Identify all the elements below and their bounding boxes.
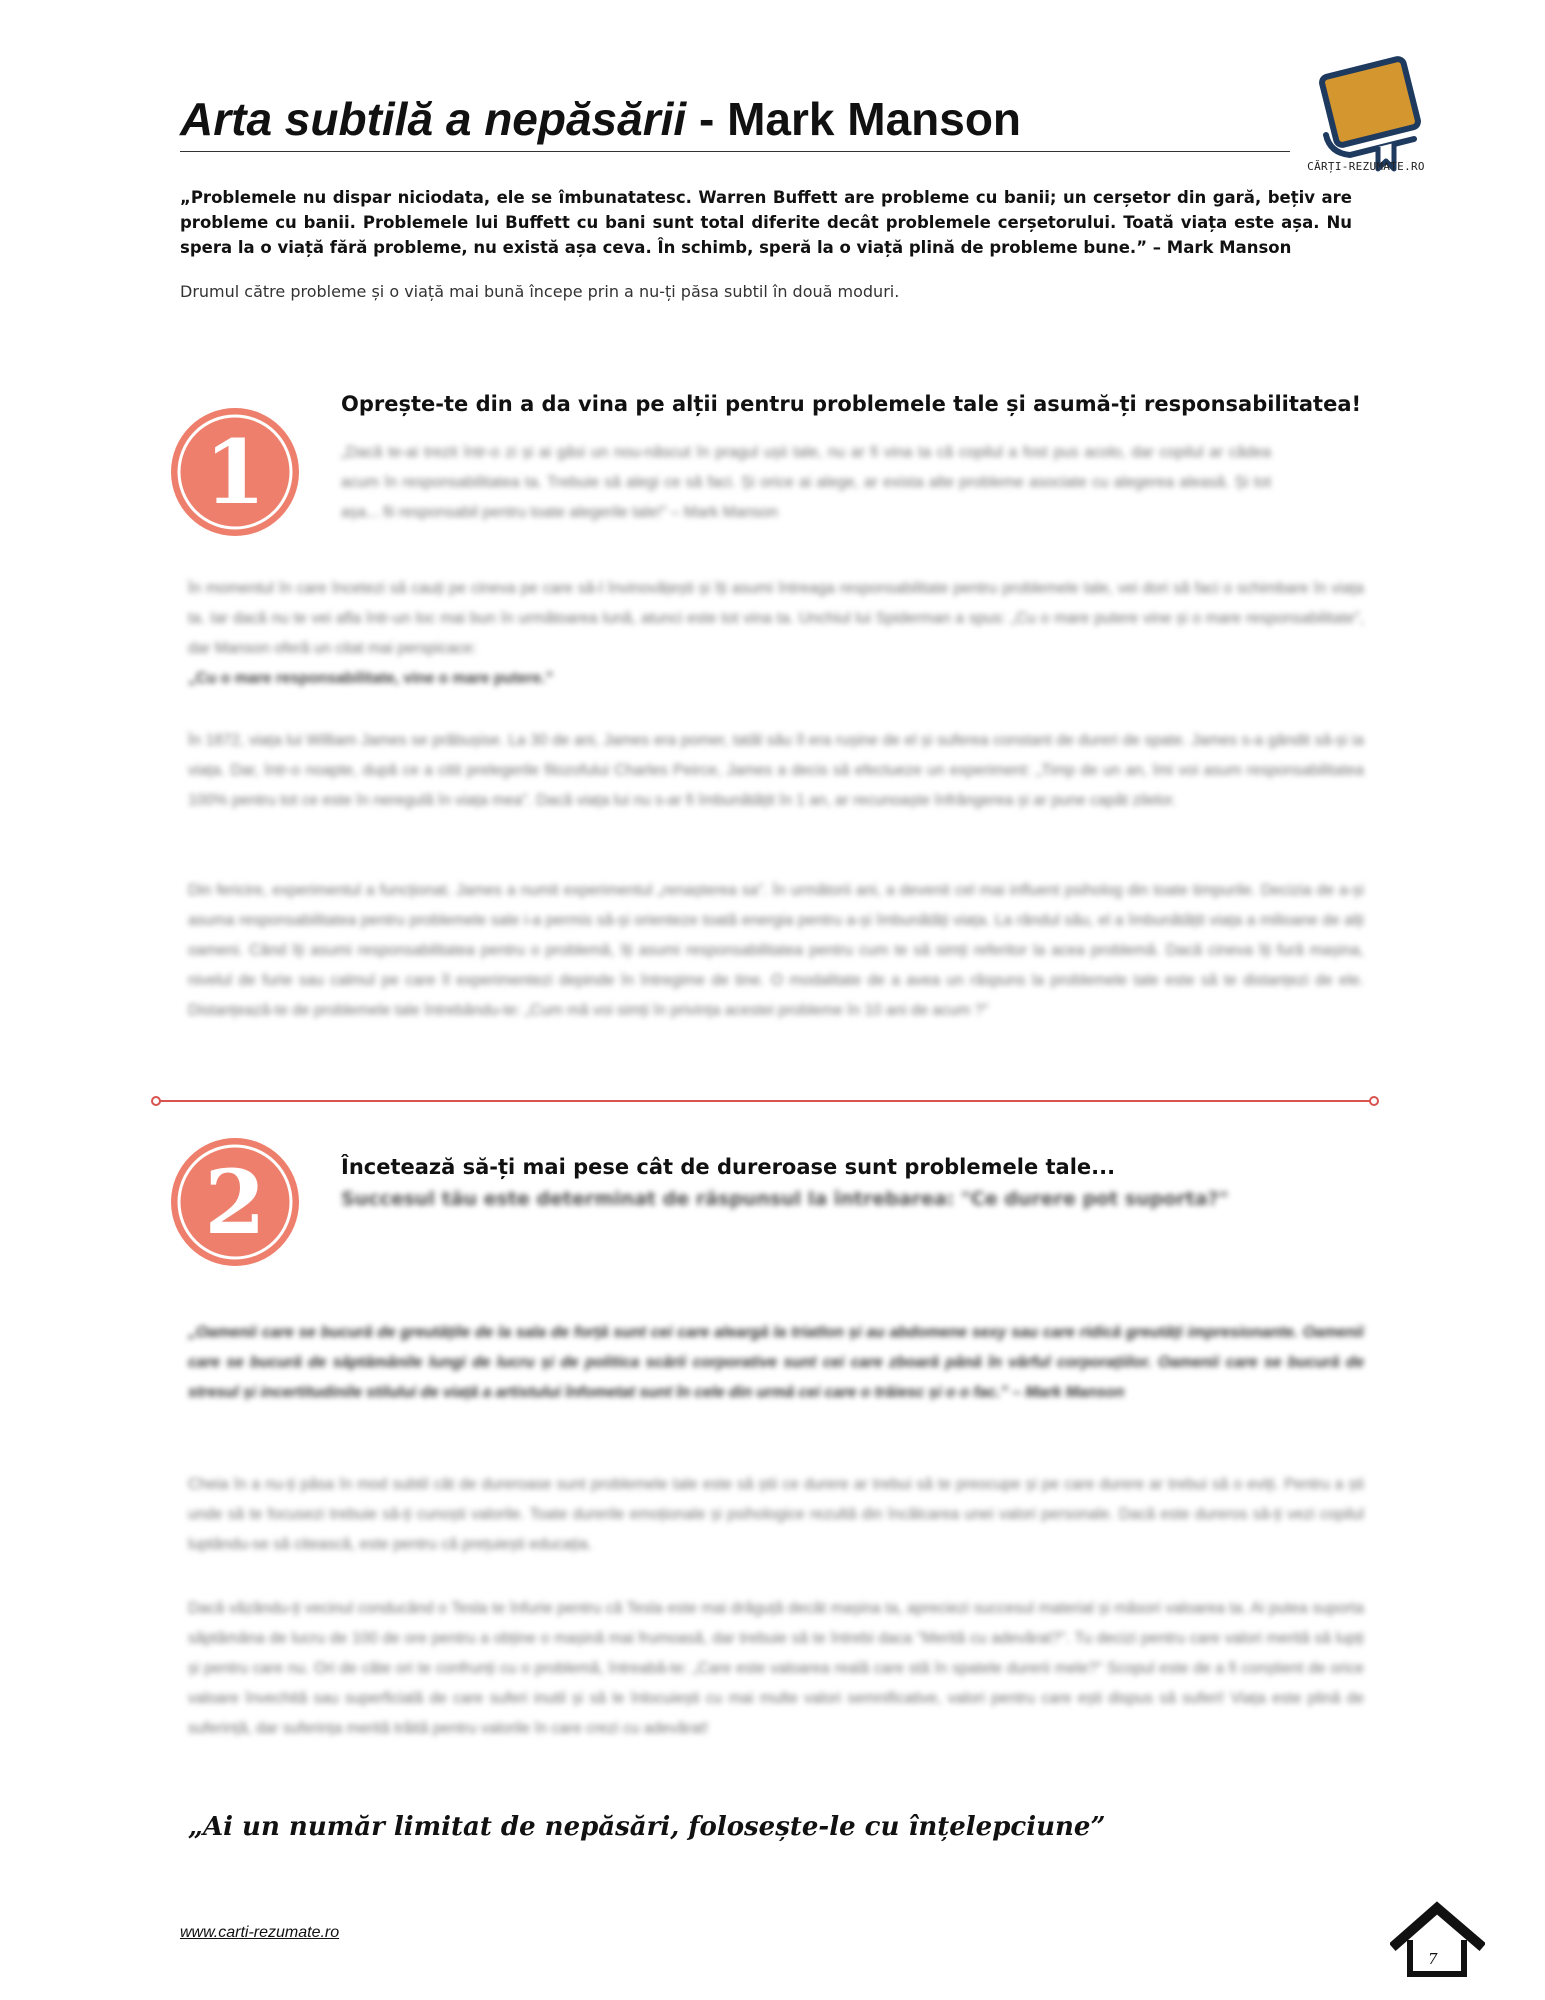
title-author: Mark Manson	[727, 93, 1022, 145]
number-two-badge	[168, 1135, 302, 1269]
section-2-paragraph-2: Dacă văzându-ți vecinul conducând o Tesla te înfurie pentru că Tesla este mai drăguță decât mașina ta, apreciezi succesul material și măsori valoarea ta. Ai putea suporta săptămâna de lucru de 100 de ore pentru a obține o mașină mai frumoasă, dar trebuie să te întrebi daca "Merită cu adevărat?". Tu decizi pentru care valori merită să lupți și pentru care nu. Ori de câte ori te confrunți cu o problemă, întreabă-te: „Care este valoarea reală care stă în spatele durerii mele?” Scopul este de a fi conștient de orice valoare învechită sau superficială de care suferi inutil și să le înlocuiești cu mai multe valori semnificative, valori pentru care ești dispus să suferi! Viața este plină de suferință, dar suferința merită trăită pentru valorile în care crezi cu adevărat!	[188, 1600, 1364, 1737]
title-row	[180, 92, 1290, 152]
section-2-paragraph-1: Cheia în a nu-ți păsa în mod subtil cât de dureroase sunt problemele tale este să știi ce durere ar trebui să te preocupe și pe care durere ar trebui să o eviți. Pentru a ști unde să te focusezi trebuie să-ți cunoști valorile. Toate durerile emoționale și psihologice rezultă din încălcarea unei valori personale. Dacă este dureros să-ți vezi copilul luptându-se să citească, este pentru că prețuiești educația.	[188, 1476, 1364, 1553]
logo-text: CĂRȚI-REZUMATE.RO	[1307, 160, 1425, 173]
page-number: 7	[1428, 1950, 1438, 1968]
title-book-name: Arta subtilă a nepăsării	[180, 93, 687, 145]
section-1-paragraph-3: Din fericire, experimentul a funcționat. James a numit experimentul „renașterea sa”. În următorii ani, a devenit cel mai influent psiholog din toate timpurile. Decizia de a-și asuma responsabilitatea pentru problemele sale i-a permis să-și orienteze toată energia pentru a-și îmbunătăți viața. La rândul său, el a îmbunătățit viața a milioane de alți oameni. Când îți asumi responsabilitatea pentru o problemă, îți asumi responsabilitatea pentru cum te să simți referitor la acea problemă. Dacă cineva îți fură mașina, nivelul de furie sau calmul pe care îl experimentezi depinde în întregime de tine. O modalitate de a avea un răspuns la problemele tale este să te distanțezi de ele. Distanțează-te de problemele tale întrebându-te: „Cum mă voi simți în privința acestei probleme în 10 ani de acum ?”	[188, 882, 1364, 1019]
section-1-paragraph-2: În 1872, viața lui William James se prăbușise. La 30 de ani, James era pomer, tatăl său îl era rușine de el și suferea constant de dureri de spate. James s-a gândit să-și ia viața. Dar, într-o noapte, după ce a citit prelegerile filozofului Charles Peirce, James a decis să efectueze un experiment: „Timp de un an, îmi voi asum responsabilitatea 100% pentru tot ce este în neregulă în viața mea”. Dacă viața lui nu s-ar fi îmbunătățit în 1 an, ar recunoaște înfrângerea și ar pune capăt zilelor.	[188, 732, 1364, 809]
section-2-subheading: Succesul tău este determinat de răspunsul la întrebarea: "Ce durere pot suporta?"	[341, 1188, 1229, 1210]
title-separator: -	[686, 93, 728, 145]
closing-quote: „Ai un număr limitat de nepăsări, folosește-le cu înțelepciune”	[188, 1812, 1106, 1842]
section-1-bold-quote: „Cu o mare responsabilitate, vine o mare putere.”	[188, 670, 554, 687]
intro-line: Drumul către probleme și o viață mai bună începe prin a nu-ți păsa subtil în două moduri.	[180, 282, 900, 301]
intro-quote: „Problemele nu dispar niciodata, ele se îmbunatatesc. Warren Buffett are probleme cu banii; un cerșetor din gară, bețiv are probleme cu banii. Problemele lui Buffett cu bani sunt total diferite decât problemele cerșetorului. Toată viața este așa. Nu spera la o viață fără probleme, nu există așa ceva. În schimb, speră la o viață plină de probleme bune.” – Mark Manson	[180, 188, 1352, 257]
section-1-quote: „Dacă te-ai trezit într-o zi și ai găsi un nou-născut în pragul ușii tale, nu ar fi vina ta că copilul a fost pus acolo, dar copilul ar cădea acum în responsabilitatea ta. Trebuie să alegi ce să faci. Și orice ai alege, ar exista alte probleme asociate cu alegerea aleasă. Și tot așa... fii responsabil pentru toate alegerile tale!” – Mark Manson	[341, 444, 1271, 521]
badge-number-two: 2	[204, 1150, 266, 1254]
section-1-paragraph-1	[188, 574, 1364, 694]
section-divider	[150, 1095, 1380, 1107]
website-link[interactable]: www.carti-rezumate.ro	[180, 1924, 340, 1941]
section-2-quote: „Oamenii care se bucură de greutățile de la sala de forță sunt cei care aleargă la triatlon și au abdomene sexy sau care ridică greutăți impresionante. Oamenii care se bucură de săptămânile lungi de lucru și de politica scării corporative sunt cei care zboară până în vârful corporațiilor. Oamenii care se bucură de stresul și incertitudinile stilului de viață a artistului înfometat sunt în cele din urmă cei care o trăiesc și o o fac.” – Mark Manson	[188, 1324, 1364, 1401]
section-2-heading: Încetează să-ți mai pese cât de dureroase sunt problemele tale...	[341, 1155, 1116, 1179]
page-title	[180, 92, 1290, 146]
badge-number-one: 1	[204, 420, 266, 524]
section-1-paragraph-1-text: În momentul în care încetezi să cauți pe cineva pe care să-l învinovățești și îți asumi întreaga responsabilitate pentru problemele tale, vei dori să faci o schimbare în viața ta. Iar dacă nu te vei afla într-un loc mai bun în următoarea lună, atunci este tot vina ta. Unchiul lui Spiderman a spus: „Cu o mare putere vine și o mare responsabilitate”, dar Manson oferă un citat mai perspicace:	[188, 580, 1364, 657]
number-one-badge	[168, 405, 302, 539]
home-icon[interactable]	[1390, 1900, 1485, 1980]
section-1-heading: Oprește-te din a da vina pe alții pentru problemele tale și asumă-ți responsabilitatea!	[341, 392, 1362, 416]
